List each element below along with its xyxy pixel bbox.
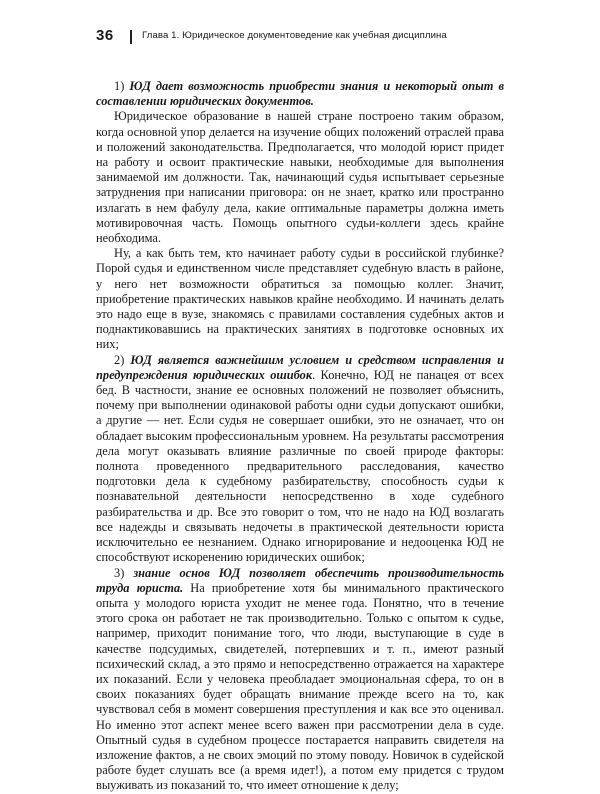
paragraph-number: 2) [114, 352, 131, 367]
page-number: 36 [96, 27, 114, 44]
header-separator [130, 30, 132, 44]
emphasized-text: ЮД дает возможность приобрести знания и некоторый опыт в составлении юридических документов. [96, 79, 505, 109]
paragraph-4 [96, 353, 504, 566]
paragraph-3 [96, 246, 504, 352]
paragraph-text: На приобретение хотя бы минимального практического опыта у молодого юриста уходит не менее года. Понятно, что в течение этого срока он работает не так производительно. Только с опытом к судье, например, приходит понимание того, что люди, выступающие в суде в качестве подсудимых, свидетелей, потерпевших и т. п., имеют разный психический склад, а это прямо и непосредственно отражается на характере их показаний. Если у человека преобладает эмоциональная сфера, то он в своих показаниях будет обращать внимание прежде всего на то, как чувствовал себя в момент совершения преступления и как все это оценивал. Но именно этот аспект менее всего важен при рассмотрении дела в суде. Опытный судья в судебном процессе постарается направить свидетеля на изложение фактов, а не своих эмоций по этому поводу. Новичок в судейской работе будет слушать все (а время идет!), а потом ему придется с трудом выуживать из показаний то, что имеет отношение к делу; [96, 580, 504, 793]
running-header [96, 27, 536, 51]
paragraph-1 [96, 79, 504, 109]
emphasized-text: ЮД является важнейшим условием и средством исправления и предупреждения юридических ошибок [96, 352, 505, 382]
paragraph-2 [96, 109, 504, 246]
paragraph-text: Ну, а как быть тем, кто начинает работу судьи в российской глубинке? Порой судья и единственном числе представляет судебную власть в районе, у него нет возможности обратиться за помощью коллег. Значит, приобретение практических навыков крайне необходимо. И начинать делать это надо еще в вузе, знакомясь с правилами составления судебных актов и поднактиковавшись на практических занятиях в подготовке основных их них; [96, 246, 504, 352]
paragraph-5 [96, 566, 504, 794]
emphasized-text: знание основ ЮД позволяет обеспечить производительность труда юриста. [96, 565, 504, 595]
paragraph-number: 3) [114, 565, 134, 580]
paragraph-text: Юридическое образование в нашей стране построено таким образом, когда основной упор делается на изучение общих положений отраслей права и положений законодательства. Предполагается, что молодой юрист придет на работу и освоит практические навыки, необходимые для выполнения занимаемой им должности. Так, начинающий судья испытывает серьезные затруднения при написании приговора: он не знает, кратко или пространно излагать в нем фабулу дела, какие оптимальные параметры должна иметь мотивировочная часть. Помощь опытного судьи-коллеги здесь крайне необходима. [96, 109, 504, 246]
chapter-title: Глава 1. Юридическое документоведение как учебная дисциплина [142, 30, 447, 41]
paragraph-number: 1) [114, 79, 130, 93]
body-text [96, 79, 504, 794]
paragraph-text: . Конечно, ЮД не панацея от всех бед. В частности, знание ее основных положений не позволяет объяснить, почему при выполнении одинаковой работы одни судьи допускают ошибки, а другие — нет. Если судья не совершает ошибки, это не означает, что он обладает высоким профессиональным уровнем. На результаты рассмотрения дела могут оказывать влияние различные по своей природе факторы: полнота проведенного предварительного расследования, качество подготовки дела к судебному разбирательству, способность судьи к познавательной деятельности непосредственно в ходе судебного разбирательства и др. Все это говорит о том, что не надо на ЮД возлагать все надежды и связывать недочеты в практической деятельности юриста исключительно ее незнанием. Однако игнорирование и недооценка ЮД не способствуют искоренению юридических ошибок; [96, 367, 504, 565]
